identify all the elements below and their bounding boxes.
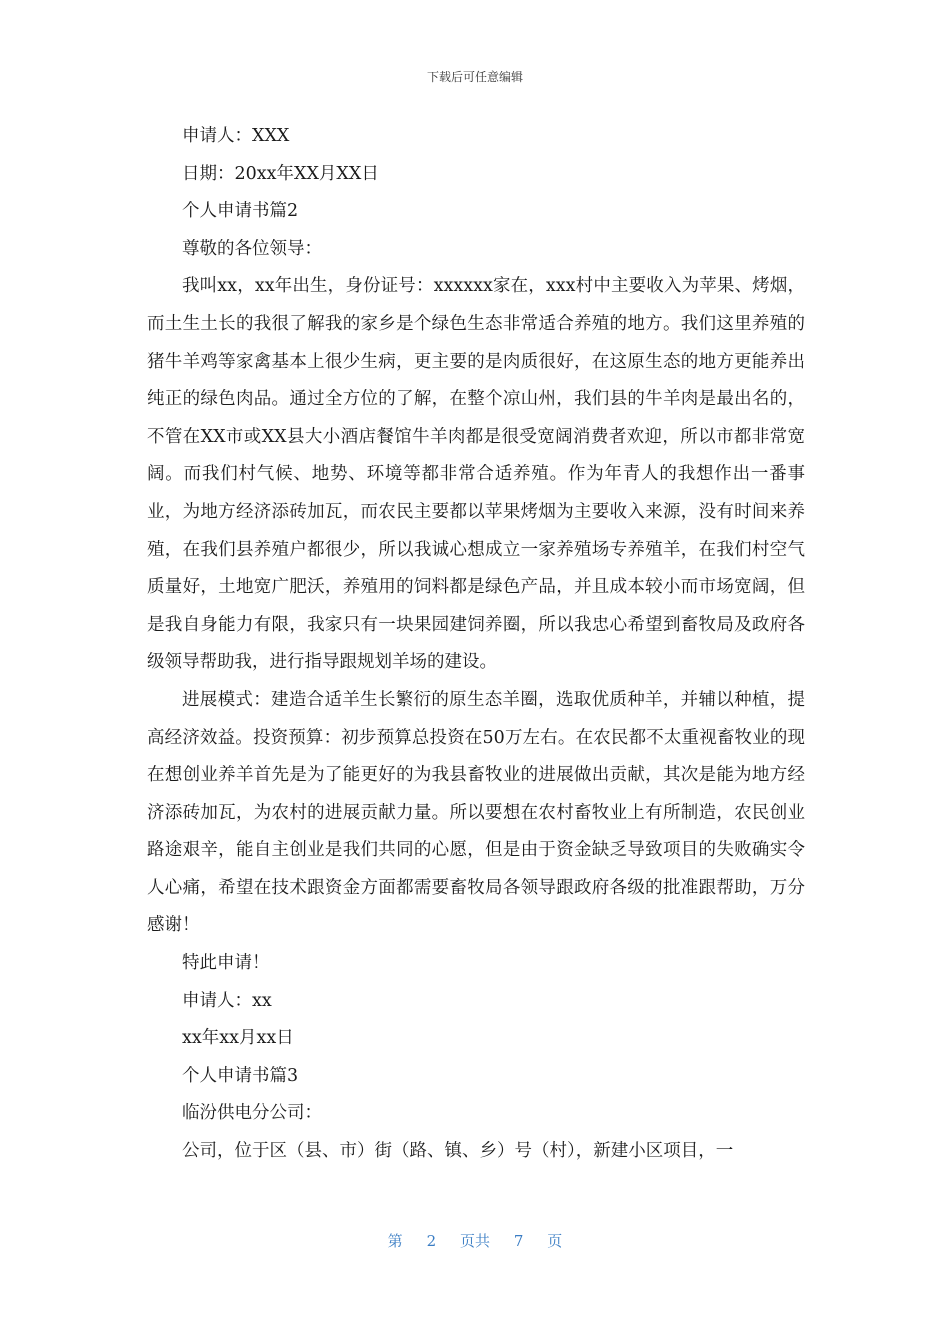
page-middle: 页共: [459, 1232, 490, 1250]
section-title-2: 个人申请书篇2: [182, 201, 299, 222]
section-title-3: 个人申请书篇3: [182, 1065, 299, 1086]
closing-line: 特此申请！: [182, 953, 270, 974]
body-line: 公司，位于区（县、市）街（路、镇、乡）号（村），新建小区项目，一: [182, 1141, 734, 1162]
body-paragraph: 进展模式：建造合适羊生长繁衍的原生态羊圈，选取优质种羊，并辅以种植，提高经济效益。投资预算：初步预算总投资在50万左右。在农民都不太重视畜牧业的现在想创业养羊首先是为了能更好的为我县畜牧业的进展做出贡献，其次是能为地方经济添砖加瓦，为农村的进展贡献力量。所以要想在农村畜牧业上有所制造，农民创业路途艰辛，能自主创业是我们共同的心愿，但是由于资金缺乏导致项目的失败确实令人心痛，希望在技术跟资金方面都需要畜牧局各领导跟政府各级的批准跟帮助，万分感谢！: [147, 689, 805, 936]
date-line: 日期：20xx年XX月XX日: [182, 163, 379, 184]
page-current: 2: [426, 1232, 437, 1250]
document-body: [147, 118, 805, 1171]
recipient-line: 临汾供电分公司：: [182, 1103, 322, 1124]
page-footer: [0, 1230, 950, 1251]
page-prefix: 第: [387, 1232, 403, 1250]
body-paragraph: 我叫xx，xx年出生，身份证号：xxxxxx家在，xxx村中主要收入为苹果、烤烟，而土生土长的我很了解我的家乡是个绿色生态非常适合养殖的地方。我们这里养殖的猪牛羊鸡等家禽基本上很少生病，更主要的是肉质很好，在这原生态的地方更能养出纯正的绿色肉品。通过全方位的了解，在整个凉山州，我们县的牛羊肉是最出名的，不管在XX市或XX县大小酒店餐馆牛羊肉都是很受宽阔消费者欢迎，所以市都非常宽阔。而我们村气候、地势、环境等都非常合适养殖。作为年青人的我想作出一番事业，为地方经济添砖加瓦，而农民主要都以苹果烤烟为主要收入来源，没有时间来养殖，在我们县养殖户都很少，所以我诚心想成立一家养殖场专养殖羊，在我们村空气质量好，土地宽广肥沃，养殖用的饲料都是绿色产品，并且成本较小而市场宽阔，但是我自身能力有限，我家只有一块果园建饲养圈，所以我忠心希望到畜牧局及政府各级领导帮助我，进行指导跟规划羊场的建设。: [147, 276, 805, 673]
page-suffix: 页: [547, 1232, 563, 1250]
applicant-line: 申请人：XXX: [182, 126, 290, 146]
page-total: 7: [513, 1232, 524, 1250]
header-note: 下载后可任意编辑: [426, 70, 523, 84]
salutation: 尊敬的各位领导：: [182, 238, 322, 259]
signature-date: xx年xx月xx日: [182, 1028, 294, 1049]
signature-applicant: 申请人：xx: [182, 990, 272, 1011]
